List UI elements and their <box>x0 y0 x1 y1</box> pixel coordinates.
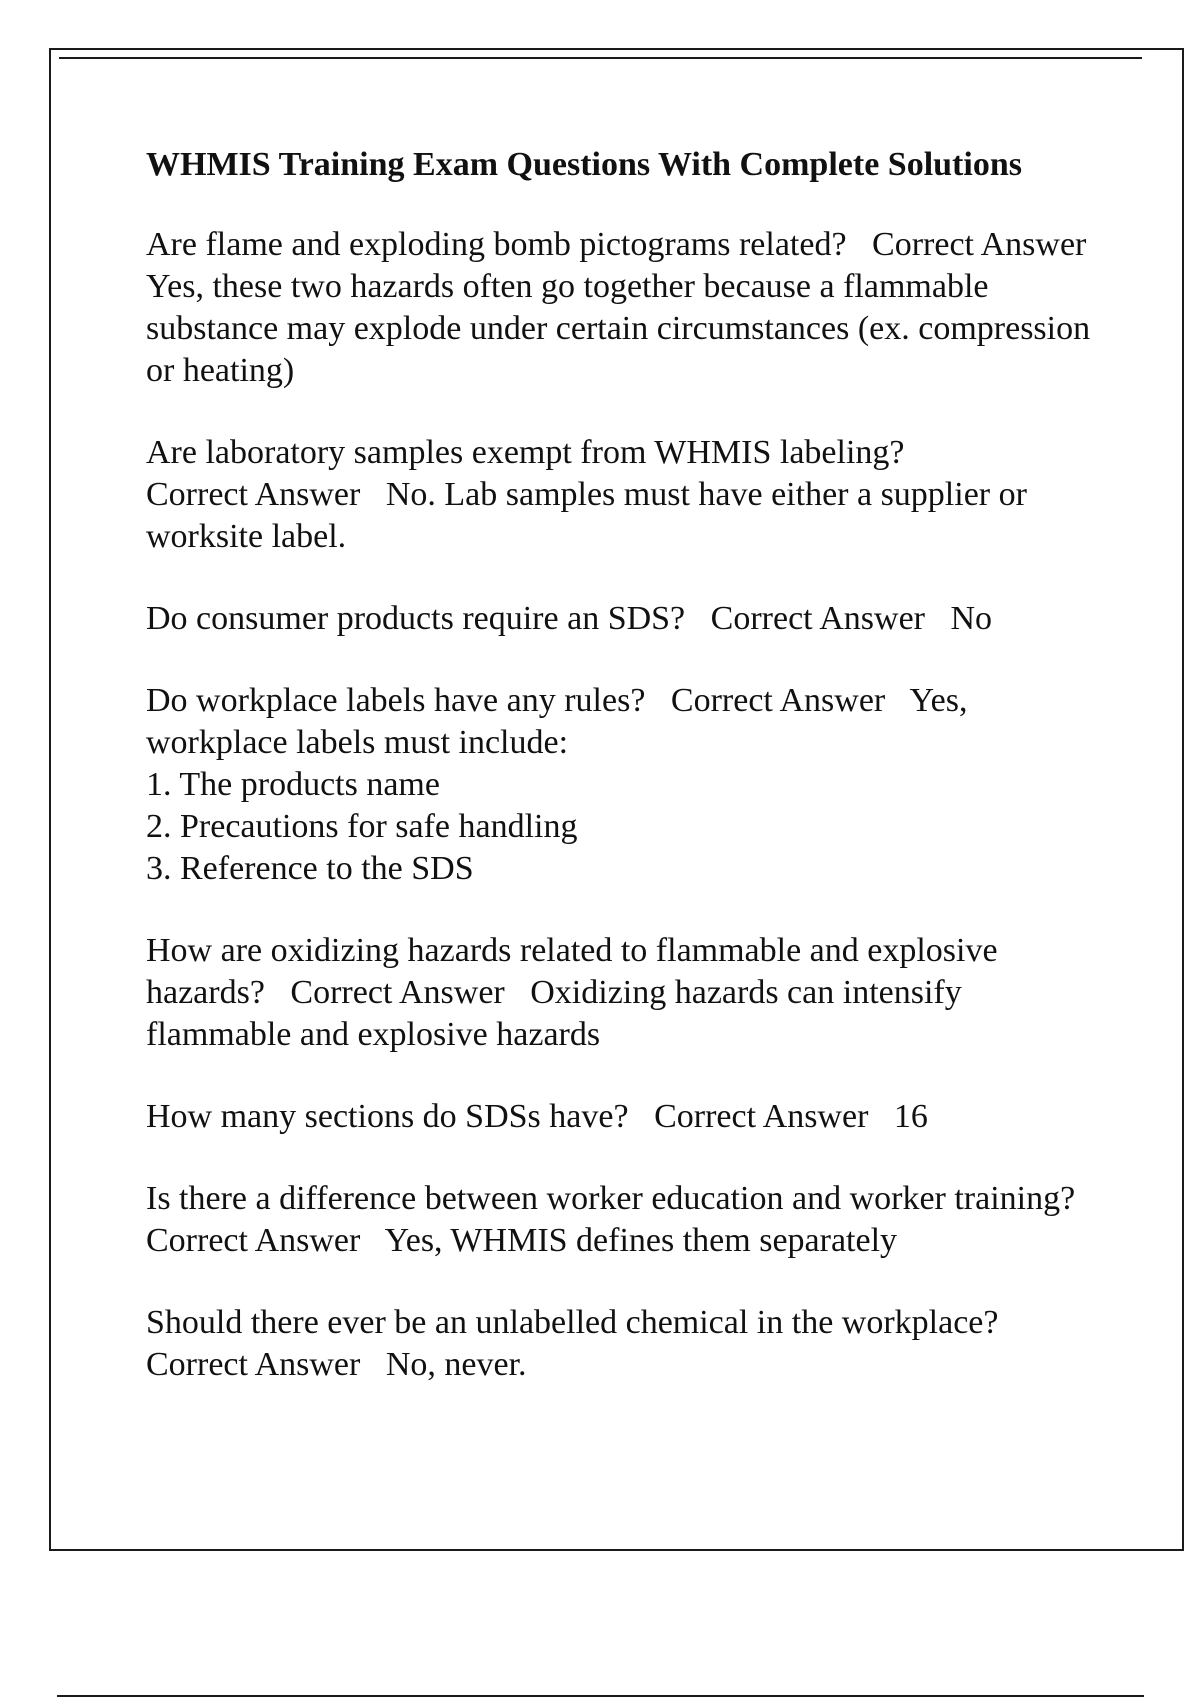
answer-label: Correct Answer <box>872 226 1087 263</box>
answer-text: No. Lab samples must have either a supplier or worksite label. <box>146 476 1036 555</box>
answer-text: 16 <box>893 1098 928 1135</box>
answer-label: Correct Answer <box>290 974 505 1011</box>
qa-item <box>146 930 1096 1056</box>
answer-text: No <box>950 600 993 637</box>
bottom-rule <box>57 1695 1144 1697</box>
answer-text: Yes, these two hazards often go together because a flammable substance may explode under certain circumstances (ex. compression or heating) <box>146 268 1099 389</box>
question-text: Do workplace labels have any rules? <box>146 682 646 719</box>
question-text: Should there ever be an unlabelled chemical in the workplace? <box>146 1304 999 1341</box>
question-text: Are flame and exploding bomb pictograms related? <box>146 226 847 263</box>
top-rule <box>59 57 1142 59</box>
qa-item <box>146 1178 1096 1262</box>
answer-label: Correct Answer <box>146 1346 361 1383</box>
answer-label: Correct Answer <box>654 1098 869 1135</box>
question-text: Are laboratory samples exempt from WHMIS labeling? <box>146 434 905 471</box>
answer-label: Correct Answer <box>146 476 361 513</box>
answer-label: Correct Answer <box>710 600 925 637</box>
answer-label: Correct Answer <box>670 682 886 719</box>
answer-text: No, never. <box>385 1346 527 1383</box>
question-text: How many sections do SDSs have? <box>146 1098 629 1135</box>
qa-list <box>146 224 1099 1386</box>
qa-item <box>146 432 1096 558</box>
qa-item <box>146 1096 1096 1138</box>
answer-text: Yes, WHMIS defines them separately <box>384 1222 898 1259</box>
answer-label: Correct Answer <box>146 1222 361 1259</box>
qa-item <box>146 598 1096 640</box>
qa-item <box>146 1302 1096 1386</box>
answer-text: Oxidizing hazards can intensify flammable and explosive hazards <box>146 974 971 1053</box>
question-text: How are oxidizing hazards related to flammable and explosive hazards? <box>146 932 1007 1011</box>
qa-item <box>146 680 1096 890</box>
document-body <box>146 144 1099 1426</box>
document-title: WHMIS Training Exam Questions With Complete Solutions <box>146 146 1022 183</box>
question-text: Is there a difference between worker education and worker training? <box>146 1180 1076 1217</box>
qa-item <box>146 224 1099 392</box>
answer-text: Yes, workplace labels must include: 1. The products name 2. Precautions for safe handling 3. Reference to the SDS <box>146 682 968 887</box>
question-text: Do consumer products require an SDS? <box>146 600 686 637</box>
